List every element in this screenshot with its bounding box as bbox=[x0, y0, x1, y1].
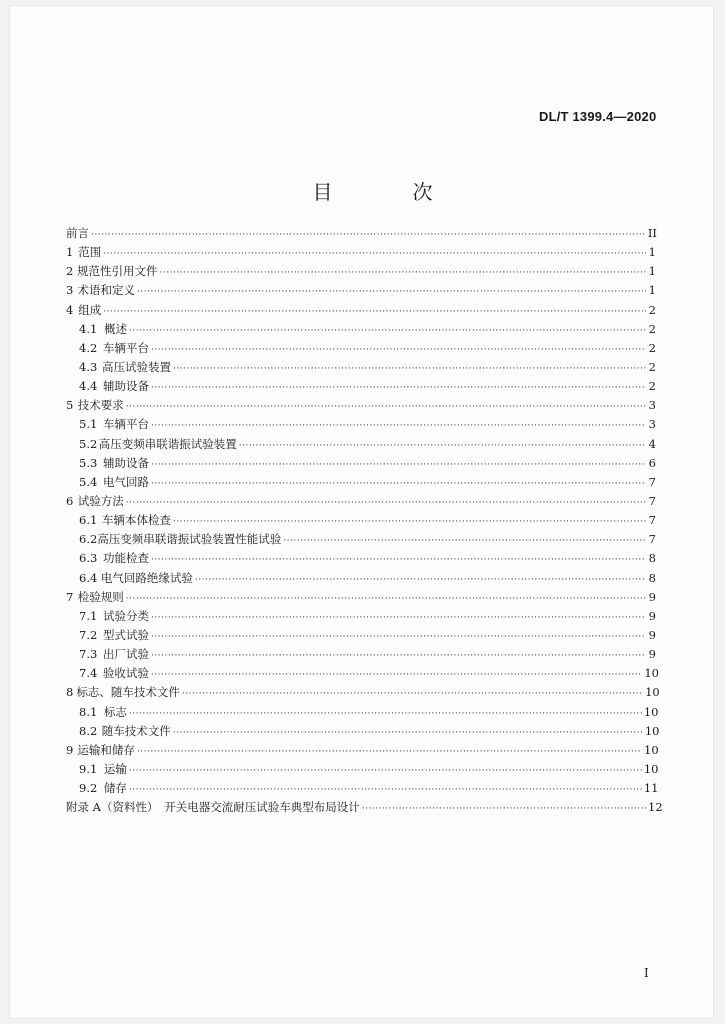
document-code: DL/T 1399.4—2020 bbox=[539, 109, 657, 124]
toc-entry[interactable] bbox=[66, 358, 656, 377]
toc-entry-page: 3 bbox=[648, 417, 656, 432]
toc-entry-label: 高压变频串联谐振试验装置性能试验 bbox=[97, 532, 282, 547]
toc-entry-number: 9.1 bbox=[79, 761, 98, 776]
toc-entry-label: 组成 bbox=[78, 302, 102, 317]
toc-entry-label: 技术要求 bbox=[77, 398, 124, 413]
toc-entry-label: 标志 bbox=[103, 704, 127, 719]
toc-entry-label: 范围 bbox=[78, 245, 102, 260]
toc-entry-number: 2 bbox=[66, 264, 74, 279]
toc-entry[interactable] bbox=[66, 645, 656, 664]
toc-entry-number: 6.2 bbox=[79, 532, 98, 547]
toc-entry-label: 高压试验装置 bbox=[101, 359, 171, 374]
toc-entry-label: 电气回路 bbox=[103, 474, 150, 489]
toc-entry[interactable] bbox=[66, 683, 660, 702]
toc-entry[interactable] bbox=[66, 377, 656, 396]
toc-entry[interactable] bbox=[66, 511, 656, 530]
toc-entry-page: 2 bbox=[648, 359, 656, 374]
toc-leader-dots bbox=[151, 609, 646, 628]
toc-entry-label: 附录 A（资料性） 开关电器交流耐压试验车典型布局设计 bbox=[66, 800, 360, 815]
toc-entry-label: 车辆平台 bbox=[103, 340, 150, 355]
toc-entry-page: 1 bbox=[648, 283, 656, 298]
toc-entry-page: 7 bbox=[648, 513, 656, 528]
toc-entry-label: 储存 bbox=[103, 781, 127, 796]
toc-entry-label: 试验分类 bbox=[103, 608, 150, 623]
toc-entry[interactable] bbox=[66, 492, 656, 511]
toc-leader-dots bbox=[91, 226, 646, 245]
toc-entry[interactable] bbox=[66, 607, 656, 626]
toc-entry-number: 7.2 bbox=[79, 627, 98, 642]
toc-entry-number: 6.3 bbox=[79, 551, 98, 566]
toc-entry-number: 5.1 bbox=[79, 417, 98, 432]
toc-entry-page: 10 bbox=[644, 723, 660, 738]
toc-entry[interactable] bbox=[66, 779, 659, 798]
toc-leader-dots bbox=[151, 475, 646, 494]
toc-entry-number: 7.4 bbox=[79, 666, 98, 681]
toc-leader-dots bbox=[151, 666, 643, 685]
toc-entry-page: 12 bbox=[648, 800, 663, 815]
toc-entry[interactable] bbox=[66, 262, 656, 281]
toc-entry-number: 7 bbox=[66, 589, 74, 604]
toc-entry-number: 1 bbox=[66, 245, 74, 260]
toc-entry-label: 术语和定义 bbox=[77, 283, 136, 298]
toc-entry-number: 9 bbox=[66, 742, 74, 757]
toc-entry[interactable] bbox=[66, 626, 656, 645]
toc-entry-page: 9 bbox=[648, 627, 656, 642]
toc-entry-label: 随车技术文件 bbox=[101, 723, 171, 738]
toc-entry-page: 10 bbox=[644, 742, 659, 757]
toc-entry-number: 7.3 bbox=[79, 647, 98, 662]
toc-entry-page: 10 bbox=[643, 761, 659, 776]
toc-entry-number: 5 bbox=[66, 398, 74, 413]
toc-entry-label: 验收试验 bbox=[102, 666, 149, 681]
toc-entry-page: 9 bbox=[648, 608, 656, 623]
toc-leader-dots bbox=[173, 360, 646, 379]
toc-leader-dots bbox=[126, 398, 646, 417]
toc-leader-dots bbox=[173, 513, 646, 532]
toc-entry-label: 出厂试验 bbox=[103, 647, 150, 662]
toc-entry[interactable] bbox=[66, 664, 659, 683]
toc-title: 目 次 bbox=[312, 180, 463, 204]
toc-entry[interactable] bbox=[66, 798, 663, 817]
toc-entry[interactable] bbox=[66, 473, 656, 492]
toc-entry-label: 高压变频串联谐振试验装置 bbox=[98, 436, 237, 451]
toc-leader-dots bbox=[160, 264, 646, 283]
toc-entry[interactable] bbox=[66, 224, 656, 243]
toc-entry-page: 11 bbox=[643, 781, 659, 796]
toc-entry-label: 运输 bbox=[103, 761, 127, 776]
toc-entry-page: 10 bbox=[644, 666, 659, 681]
table-of-contents bbox=[66, 224, 663, 817]
toc-entry-number: 5.2 bbox=[79, 436, 98, 451]
toc-leader-dots bbox=[129, 322, 646, 341]
toc-entry-page: 2 bbox=[648, 302, 656, 317]
toc-leader-dots bbox=[151, 417, 646, 436]
toc-entry-label: 规范性引用文件 bbox=[77, 264, 158, 279]
toc-leader-dots bbox=[151, 341, 646, 360]
toc-leader-dots bbox=[151, 456, 646, 475]
toc-entry-page: 7 bbox=[648, 532, 656, 547]
toc-leader-dots bbox=[129, 705, 642, 724]
toc-leader-dots bbox=[103, 245, 646, 264]
toc-entry-number: 8 bbox=[66, 685, 74, 700]
toc-entry-number: 4.4 bbox=[79, 379, 98, 394]
toc-entry-page: 10 bbox=[645, 685, 660, 700]
toc-entry-number: 4.2 bbox=[79, 340, 98, 355]
toc-leader-dots bbox=[362, 800, 646, 819]
toc-entry-number: 6.1 bbox=[79, 513, 98, 528]
toc-entry-label: 检验规则 bbox=[77, 589, 124, 604]
toc-entry-label: 辅助设备 bbox=[103, 455, 150, 470]
toc-entry-label: 功能检查 bbox=[103, 551, 150, 566]
toc-entry-label: 运输和储存 bbox=[77, 742, 135, 757]
toc-entry[interactable] bbox=[66, 435, 656, 454]
toc-leader-dots bbox=[151, 628, 646, 647]
toc-entry-page: 7 bbox=[648, 493, 656, 508]
toc-leader-dots bbox=[283, 532, 646, 551]
toc-entry-page: 8 bbox=[648, 570, 656, 585]
toc-leader-dots bbox=[239, 437, 646, 456]
toc-entry-label: 车辆平台 bbox=[103, 417, 150, 432]
toc-entry-page: 8 bbox=[648, 551, 656, 566]
toc-entry-label: 辅助设备 bbox=[103, 379, 150, 394]
toc-entry-page: 9 bbox=[648, 647, 656, 662]
toc-entry-label: 标志、随车技术文件 bbox=[76, 685, 180, 700]
toc-entry-number: 4 bbox=[66, 302, 74, 317]
toc-entry-page: 7 bbox=[648, 474, 656, 489]
toc-entry-label: 电气回路绝缘试验 bbox=[100, 570, 193, 585]
toc-entry[interactable] bbox=[66, 530, 656, 549]
toc-entry-page: 3 bbox=[648, 398, 656, 413]
toc-entry-label: 型式试验 bbox=[103, 627, 150, 642]
toc-entry[interactable] bbox=[66, 760, 659, 779]
toc-entry-number: 4.1 bbox=[79, 321, 98, 336]
toc-leader-dots bbox=[126, 590, 646, 609]
toc-leader-dots bbox=[129, 781, 642, 800]
toc-entry-page: 10 bbox=[643, 704, 659, 719]
toc-leader-dots bbox=[182, 685, 643, 704]
page-number: I bbox=[644, 966, 649, 980]
toc-entry-page: 9 bbox=[648, 589, 656, 604]
toc-entry-page: 6 bbox=[648, 455, 656, 470]
toc-entry-label: 车辆本体检查 bbox=[101, 513, 171, 528]
toc-leader-dots bbox=[129, 762, 642, 781]
toc-leader-dots bbox=[195, 571, 646, 590]
toc-entry-page: II bbox=[647, 226, 657, 240]
toc-entry[interactable] bbox=[66, 396, 656, 415]
toc-entry[interactable] bbox=[66, 281, 656, 300]
toc-entry[interactable] bbox=[66, 569, 656, 588]
toc-leader-dots bbox=[173, 724, 643, 743]
toc-entry-number: 8.1 bbox=[79, 704, 98, 719]
toc-leader-dots bbox=[151, 551, 646, 570]
toc-entry-number: 9.2 bbox=[79, 781, 98, 796]
toc-entry-number: 7.1 bbox=[79, 608, 98, 623]
toc-entry[interactable] bbox=[66, 588, 656, 607]
toc-entry-number: 5.4 bbox=[79, 474, 98, 489]
toc-entry[interactable] bbox=[66, 243, 656, 262]
toc-entry-number: 8.2 bbox=[79, 723, 98, 738]
toc-entry[interactable] bbox=[66, 741, 659, 760]
toc-entry[interactable] bbox=[66, 722, 660, 741]
toc-entry-page: 2 bbox=[648, 340, 656, 355]
toc-entry-page: 2 bbox=[648, 321, 656, 336]
toc-entry-number: 6 bbox=[66, 493, 74, 508]
toc-entry-number: 3 bbox=[66, 283, 74, 298]
toc-entry-number: 6.4 bbox=[79, 570, 98, 585]
toc-leader-dots bbox=[137, 283, 646, 302]
toc-entry-label: 试验方法 bbox=[77, 493, 124, 508]
toc-entry[interactable] bbox=[66, 320, 656, 339]
toc-entry-label: 前言 bbox=[66, 226, 89, 240]
toc-entry-number: 4.3 bbox=[79, 359, 98, 374]
toc-entry[interactable] bbox=[66, 549, 656, 568]
toc-leader-dots bbox=[137, 743, 642, 762]
toc-entry[interactable] bbox=[66, 301, 656, 320]
toc-entry-label: 概述 bbox=[104, 321, 128, 336]
toc-entry[interactable] bbox=[66, 454, 656, 473]
toc-leader-dots bbox=[151, 647, 646, 666]
toc-entry-page: 1 bbox=[648, 264, 656, 279]
toc-entry-page: 1 bbox=[648, 245, 656, 260]
toc-leader-dots bbox=[126, 494, 646, 513]
toc-leader-dots bbox=[103, 303, 646, 322]
toc-entry[interactable] bbox=[66, 703, 659, 722]
toc-entry-number: 5.3 bbox=[79, 455, 98, 470]
toc-entry[interactable] bbox=[66, 339, 656, 358]
toc-entry-page: 2 bbox=[648, 379, 656, 394]
toc-entry[interactable] bbox=[66, 415, 656, 434]
toc-leader-dots bbox=[151, 379, 646, 398]
toc-entry-page: 4 bbox=[648, 436, 656, 451]
